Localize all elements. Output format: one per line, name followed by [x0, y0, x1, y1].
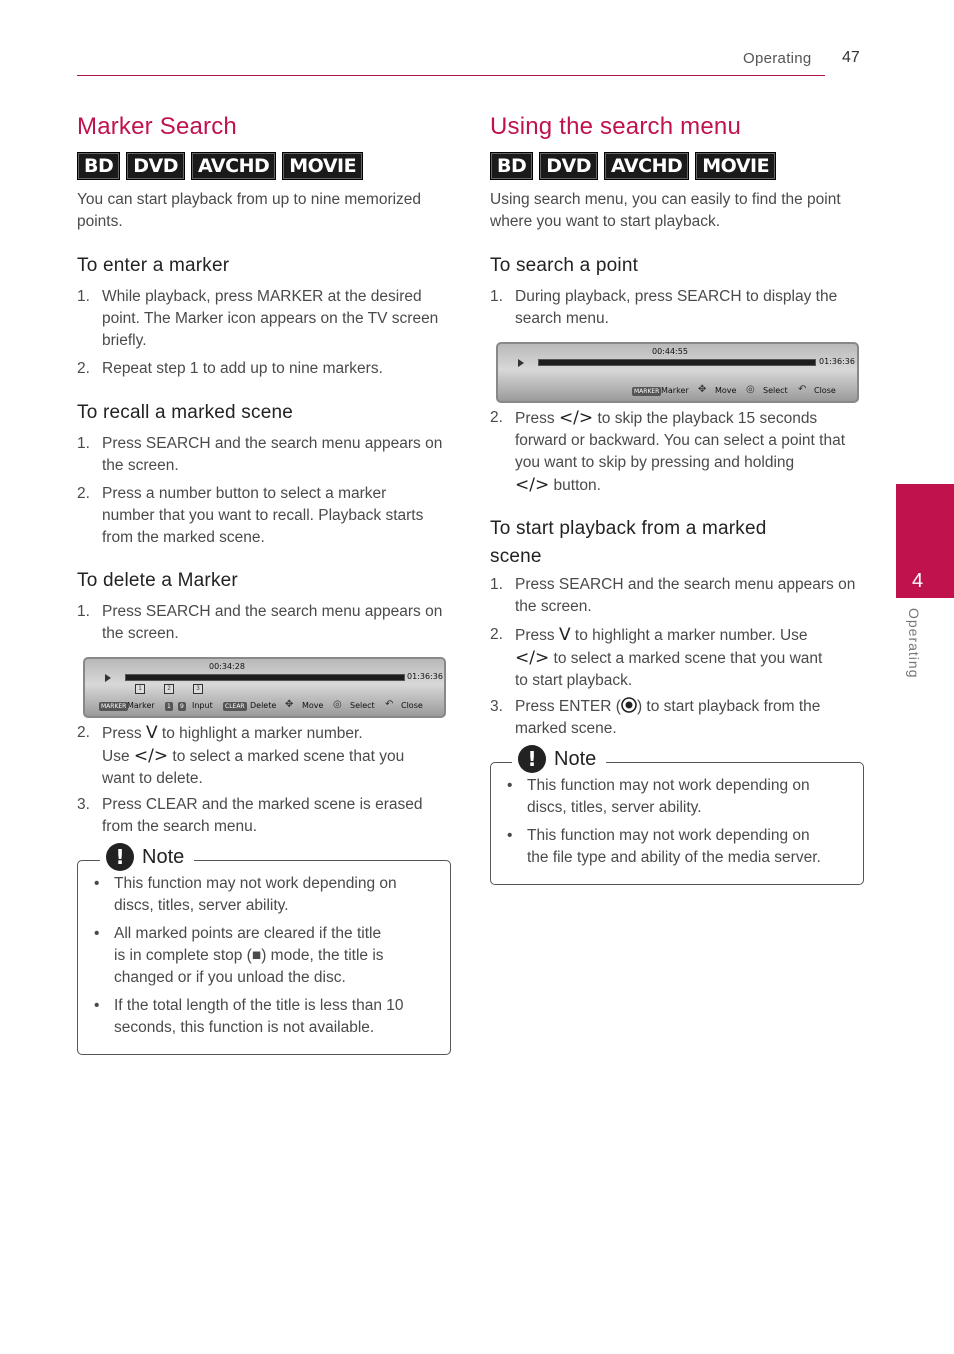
exclamation-icon: ! — [106, 843, 134, 871]
left-right-arrows-icon: </> — [558, 408, 594, 428]
search-menu-title: Using the search menu — [490, 113, 741, 140]
down-arrow-icon: V — [558, 625, 571, 645]
marker-search-title: Marker Search — [77, 113, 237, 140]
bd-badge: BD — [77, 152, 120, 180]
select-icon: ◎ — [746, 384, 755, 395]
movie-badge: MOVIE — [695, 152, 776, 180]
left-note-bullet-2: • All marked points are cleared if the title is in complete stop (■) mode, the title is changed or if you unload the disc. — [94, 925, 384, 986]
search-point-step-2: 2. Press </> to skip the playback 15 seconds forward or backward. You can select a point that you want to skip by pressing and holding </> button. — [490, 408, 846, 495]
chapter-tab — [896, 484, 954, 598]
left-right-arrows-icon: </> — [515, 475, 550, 495]
right-note-bullet-1: • This function may not work depending on discs, titles, server ability. — [507, 777, 810, 816]
delete-step-1: 1. Press SEARCH and the search menu appears on the screen. — [77, 603, 443, 642]
select-icon: ◎ — [333, 699, 342, 710]
current-time: 00:44:55 — [652, 347, 688, 356]
marker-key: MARKER — [634, 388, 660, 395]
left-right-arrows-icon: </> — [515, 648, 550, 668]
left-intro: You can start playback from up to nine memorized points. — [77, 191, 422, 230]
running-section: Operating — [743, 50, 812, 67]
chapter-label: Operating — [906, 608, 922, 679]
close-icon: ↶ — [798, 384, 807, 395]
search-point-step-1: 1. During playback, press SEARCH to display the search menu. — [490, 288, 838, 327]
left-note-header: ! Note — [100, 843, 194, 871]
start-step-2: 2. Press V to highlight a marker number. Use </> to select a marked scene that you want to start playback. — [490, 625, 823, 689]
right-disc-badges — [490, 152, 776, 180]
move-icon: ✥ — [285, 699, 294, 710]
delete-step-2: 2. Press V to highlight a marker number. Use </> to select a marked scene that you want to delete. — [77, 723, 405, 787]
left-note-bullet-3: • If the total length of the title is less than 10 seconds, this function is not available. — [94, 997, 404, 1036]
marker-1: 1 — [135, 684, 145, 694]
movie-badge: MOVIE — [282, 152, 363, 180]
marker-search-menu-screenshot: 00:34:28 01:36:36 1 2 3 MARKER Marker 1 9 Input CLEAR Delete ✥ Move ◎ Select ↶ Close — [83, 657, 446, 718]
down-arrow-icon: V — [145, 723, 158, 743]
play-icon — [105, 674, 111, 682]
left-disc-badges — [77, 152, 363, 180]
chapter-number: 4 — [912, 570, 924, 592]
start-playback-heading: To start playback from a marked scene — [490, 518, 767, 567]
header-rule — [77, 75, 825, 76]
page-number: 47 — [842, 49, 860, 66]
move-icon: ✥ — [698, 384, 707, 395]
avchd-badge: AVCHD — [191, 152, 276, 180]
progress-bar — [538, 359, 816, 366]
bd-badge: BD — [490, 152, 533, 180]
enter-icon — [621, 697, 637, 713]
left-right-arrows-icon: </> — [133, 746, 169, 766]
exclamation-icon: ! — [518, 745, 546, 773]
right-note-header: ! Note — [512, 745, 606, 773]
recall-step-1: 1. Press SEARCH and the search menu appears on the screen. — [77, 435, 443, 474]
left-note-bullet-1: • This function may not work depending on discs, titles, server ability. — [94, 875, 397, 914]
marker-2: 2 — [164, 684, 174, 694]
search-menu-screenshot: 00:44:55 01:36:36 MARKER Marker ✥ Move ◎ Select ↶ Close — [496, 342, 859, 403]
current-time: 00:34:28 — [209, 662, 245, 671]
recall-step-2: 2. Press a number button to select a marker number that you want to recall. Playback starts from the marked scene. — [77, 485, 424, 546]
enter-step-2: 2. Repeat step 1 to add up to nine markers. — [77, 360, 383, 377]
total-time: 01:36:36 — [819, 357, 855, 366]
dvd-badge: DVD — [539, 152, 598, 180]
delete-heading: To delete a Marker — [77, 570, 238, 591]
total-time: 01:36:36 — [407, 672, 443, 681]
close-icon: ↶ — [385, 699, 394, 710]
start-step-3: 3. Press ENTER ( ) to start playback from the marked scene. — [490, 698, 821, 737]
recall-heading: To recall a marked scene — [77, 402, 294, 423]
start-step-1: 1. Press SEARCH and the search menu appears on the screen. — [490, 576, 856, 615]
progress-bar — [125, 674, 405, 681]
enter-step-1: 1. While playback, press MARKER at the desired point. The Marker icon appears on the TV screen briefly. — [77, 288, 439, 349]
right-intro: Using search menu, you can easily to find the point where you want to start playback. — [490, 191, 841, 230]
marker-3: 3 — [193, 684, 203, 694]
delete-step-3: 3. Press CLEAR and the marked scene is erased from the search menu. — [77, 796, 423, 835]
play-icon — [518, 359, 524, 367]
dvd-badge: DVD — [126, 152, 185, 180]
right-note-bullet-2: • This function may not work depending on the file type and ability of the media server. — [507, 827, 821, 866]
avchd-badge: AVCHD — [604, 152, 689, 180]
enter-marker-heading: To enter a marker — [77, 255, 230, 276]
marker-key: MARKER — [101, 703, 127, 710]
search-point-heading: To search a point — [490, 255, 639, 276]
